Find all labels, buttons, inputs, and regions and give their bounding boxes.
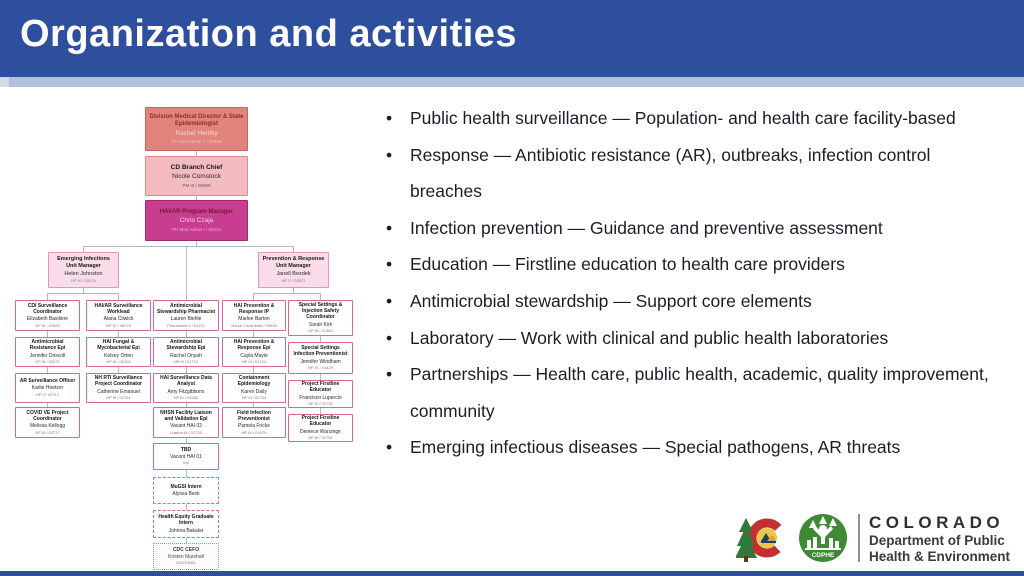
org-box-position-code: PH Med Admin I / 60410 [172,226,221,232]
org-box-name: Alyssa Beck [172,490,200,497]
title-bar-accent-strip [0,77,1024,87]
org-box-title: CDI Surveillance Coordinator [27,302,68,315]
org-box-position-code: HP III / 02777 [35,429,60,435]
bottom-accent-bar [0,571,1024,576]
org-connector-12 [253,293,321,294]
bullet-item-0: • Public health surveillance — Population- and health care facility-based [378,100,1000,137]
page-title: Organization and activities [20,13,518,55]
org-box-position-code: HP III / 02920 [35,322,60,328]
colorado-flag-icon [736,512,788,564]
org-box-c1-3 [15,407,80,438]
org-box-c3-7 [153,543,219,570]
org-box-name: Karlie Hoetzer [31,385,64,392]
org-box-name: Vacant HAI 02 [170,423,202,430]
org-box-name: Janell Bezdek [276,270,311,277]
org-box-c4-2 [222,373,286,403]
bullet-item-6: • Partnerships — Health care, public health, academic, quality improvement, community [378,356,1000,429]
org-box-name: Kelsey Orten [104,352,133,359]
org-box-position-code: PH Med Admin II / 57408 [171,139,222,145]
org-box-c1-0 [15,300,80,331]
org-box-c4-1 [222,337,286,367]
org-box-name: Marlee Barton [238,316,270,323]
org-box-title: HAI/AR Surveillance Worklead [94,302,143,315]
org-box-title: Prevention & Response Unit Manager [262,256,325,270]
bullet-item-5: • Laboratory — Work with clinical and public health laboratories [378,320,1000,357]
org-box-name: Sarah Kirk [308,321,333,328]
org-box-chain-2 [145,200,248,241]
org-box-position-code: Liaison III / 02715 [170,429,202,435]
org-box-c5-1 [288,342,353,374]
org-box-c4-3 [222,407,286,438]
title-bar-accent-cap [0,77,9,87]
org-box-title: Special Settings & Injection Safety Coordinator [298,301,343,321]
org-box-c3-3 [153,407,219,438]
org-box-title: HAI Surveillance Data Analyst [160,375,212,388]
org-box-name: Francisco Lupercio [299,394,342,401]
org-box-title: Special Settings Infection Preventionist [293,345,348,358]
org-box-position-code: HP III / 02761 [106,395,131,401]
org-box-c3-6 [153,510,219,538]
org-box-title: Antimicrobial Stewardship Epi [166,339,206,352]
org-box-c2-0 [86,300,151,331]
org-box-name: Alana Cilwick [103,316,134,323]
logo-dept-line1: Department of Public [868,533,1005,549]
org-box-title: Project Firstline Educator [301,415,340,428]
org-box-name: Johnna Bakalar [168,527,204,534]
bullet-list [378,100,1000,466]
org-box-name: Cayla Mayle [240,352,268,359]
org-box-chain-0 [145,107,248,151]
org-box-c3-1 [153,337,219,367]
org-box-position-code: HP VI / 02074 [71,278,96,284]
org-box-title: HAI Prevention & Response Epi [233,339,275,352]
org-box-position-code: Nurse Consultant / 00906 [231,322,277,328]
org-box-title: NHSN Facility Liaison and Validation Epi [160,409,212,422]
org-box-title: Containment Epidemiology [237,375,271,388]
org-box-position-code: HP III / 01739 [308,401,333,407]
org-box-name: Rachel Herlihy [175,129,218,137]
org-box-title: HAI Fungal & Mycobacterial Epi [97,339,140,352]
org-box-name: Rachel Onyah [170,352,202,359]
org-box-position-code: HP IV / 01429 [308,365,333,371]
org-box-name: Amy Fitzgibbons [167,388,205,395]
bullet-item-2: • Infection prevention — Guidance and preventive assessment [378,210,1000,247]
org-box-title: Antimicrobial Stewardship Pharmacist [156,302,216,315]
org-box-position-code: Pharmacist II / 01122 [167,322,205,328]
org-box-name: Melissa Kellogg [29,423,66,430]
org-box-title: Project Firstline Educator [301,381,340,394]
org-box-position-code: tbd [183,460,189,466]
org-box-c1-1 [15,337,80,367]
org-box-name: Helen Johnston [64,270,103,277]
org-box-position-code: HP III / 02071 [35,359,60,365]
org-box-title: AR Surveillance Officer [19,378,76,385]
bullet-item-7: • Emerging infectious diseases — Special pathogens, AR threats [378,429,1000,466]
org-box-c2-2 [86,373,151,403]
org-box-title: Field Infection Preventionist [237,409,271,422]
org-box-c5-2 [288,380,353,408]
org-box-name: Jennifer Driscoll [29,352,66,359]
cdphe-logo [736,512,1010,565]
org-box-title: HAI/AR Program Manager [159,208,234,215]
org-box-c4-0 [222,300,286,331]
org-box-position-code: HP IV / 01979 [241,429,267,435]
org-box-name: Elizabeth Basiliere [26,316,69,323]
org-box-name: Chris Czaja [179,217,214,225]
org-box-title: COVID VE Project Coordinator [26,409,69,422]
org-box-title: NH RTI Surveillance Project Coordinator [94,375,143,388]
org-box-name: Lauren Biehle [170,316,202,323]
org-box-name: Karen Daily [241,388,267,395]
org-box-c3-0 [153,300,219,331]
org-box-name: Nicole Comstock [172,173,221,181]
logo-divider [858,514,860,562]
org-box-c2-1 [86,337,151,367]
org-box-title: Health Equity Graduate Intern [158,514,214,527]
bullet-item-1: • Response — Antibiotic resistance (AR), outbreaks, infection control breaches [378,137,1000,210]
logo-brand: COLORADO [868,512,1005,532]
org-box-name: Vacant HAI 01 [170,453,202,460]
org-box-title: MuGSI Intern [170,483,202,490]
org-box-c3-5 [153,477,219,504]
title-bar [0,0,1024,77]
org-box-position-code: HP III / 01384 [308,328,333,334]
org-box-title: TBD [180,446,192,453]
org-box-chain-1 [145,156,248,196]
bullet-item-4: • Antimicrobial stewardship — Support core elements [378,283,1000,320]
logo-text [869,512,1010,565]
org-box-position-code: HP III / 01712 [173,359,199,365]
org-box-c3-4 [153,443,219,470]
org-box-position-code: HP III / 02754 [241,395,267,401]
org-connector-8 [47,293,119,294]
org-box-managers-0 [48,252,119,288]
org-box-title: Division Medical Director & State Epidemiologist [149,113,244,128]
org-box-c5-0 [288,300,353,336]
org-box-name: Catherine Emanuel [97,388,140,395]
org-box-position-code: HP III / 01714 [241,359,267,365]
org-box-name: Kristen Marshall [168,553,204,560]
svg-text:CDPHE: CDPHE [811,552,835,560]
org-connector-3 [83,246,294,247]
cdphe-badge-icon [797,512,849,564]
org-box-name: Deniece Waruinge [300,428,341,435]
org-box-position-code: HP III / 02103 [106,359,131,365]
org-box-c5-3 [288,414,353,442]
org-box-position-code: HP V / 02872 [281,278,306,284]
org-box-position-code: HP IV / 02452 [173,395,199,401]
org-box-position-code: HP II / 00717 [35,391,60,397]
org-box-title: Emerging Infections Unit Manager [57,256,110,270]
org-box-name: Pamela Fricke [238,423,270,430]
org-box-title: HAI Prevention & Response IP [233,302,275,315]
bullet-item-3: • Education — Firstline education to health care providers [378,246,1000,283]
org-box-title: CDC CEFO [172,546,200,553]
org-box-c1-2 [15,373,80,403]
org-box-position-code: HP III / 01761 [308,435,333,441]
org-box-name: Jennifer Windham [300,358,341,365]
org-box-title: Antimicrobial Resistance Epi [29,339,66,352]
org-chart [0,88,370,571]
org-box-position-code: HP IV / 08075 [106,322,131,328]
org-box-position-code: CDC01061 [176,560,196,566]
org-box-title: CD Branch Chief [170,164,223,172]
org-box-position-code: PM III / 00609 [182,182,211,188]
org-box-managers-1 [258,252,329,288]
org-box-c3-2 [153,373,219,403]
logo-dept-line2: Health & Environment [868,549,1010,565]
